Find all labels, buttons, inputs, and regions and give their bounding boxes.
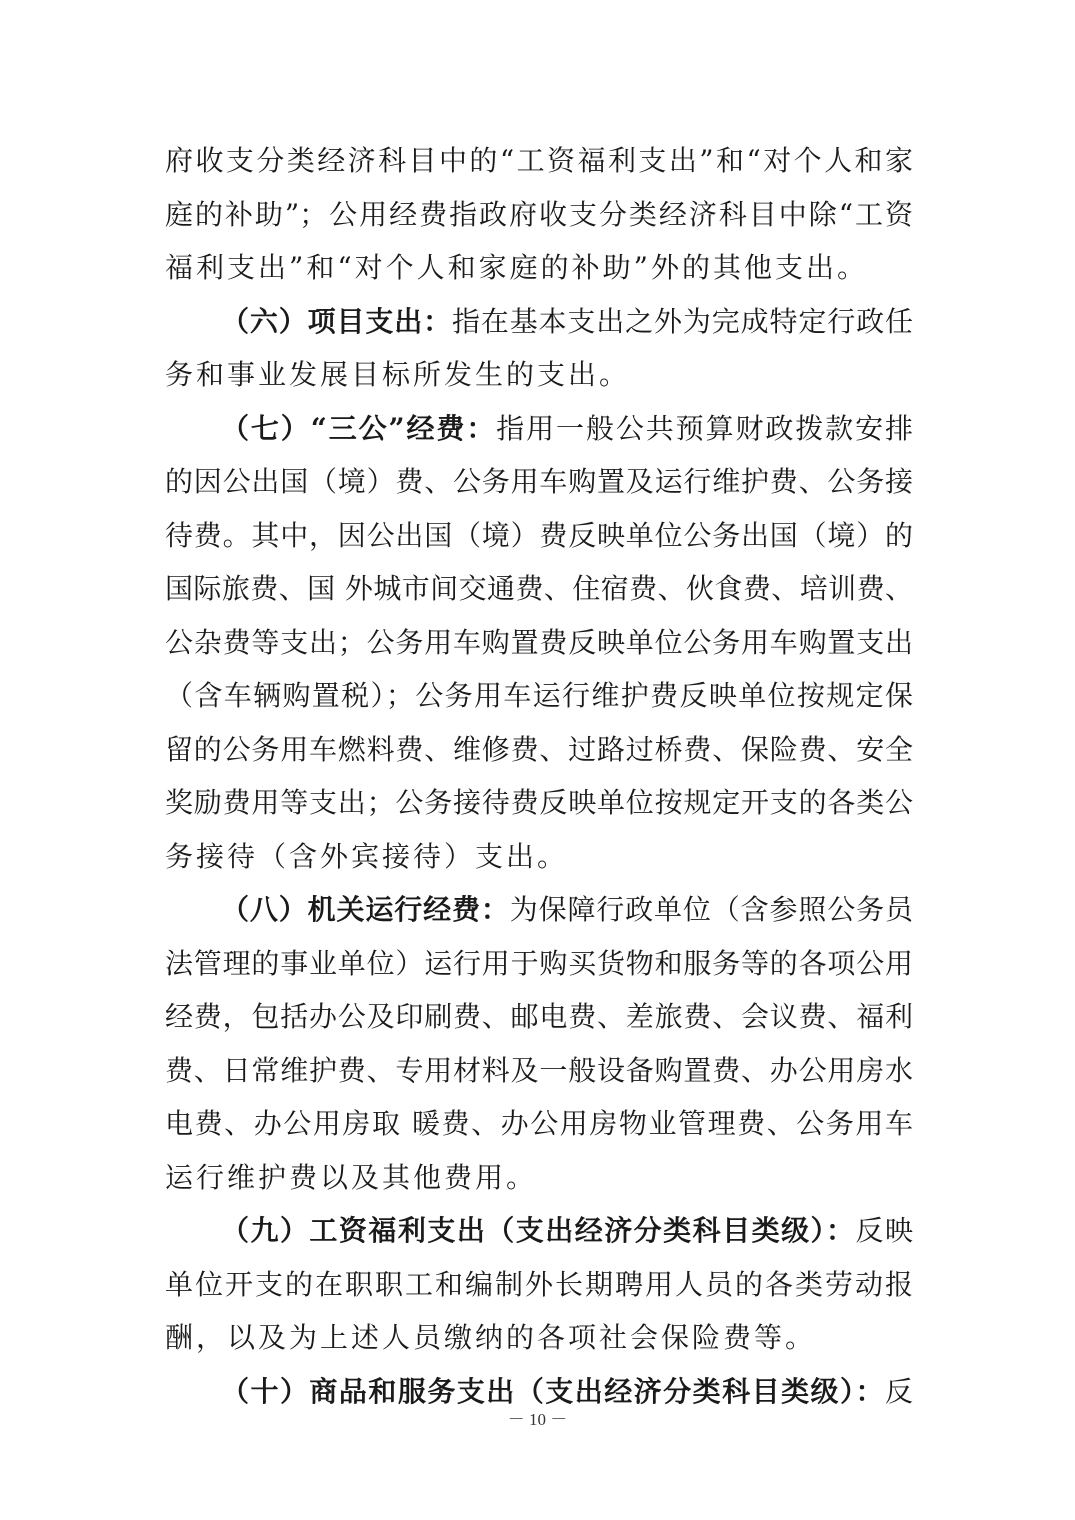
line-text: 留的公务用车燃料费、维修费、过路过桥费、保险费、安全 [165,732,913,766]
text-line [165,669,913,723]
section-heading-line [165,1204,913,1258]
text-line [165,455,913,509]
line-text: 待费。其中，因公出国（境）费反映单位公务出国（境）的 [165,518,913,552]
text-line [165,1097,913,1151]
text-line [165,830,913,884]
text-line [165,1258,913,1312]
line-text: 国际旅费、国 外城市间交通费、住宿费、伙食费、培训费、 [165,572,913,605]
text-line [165,990,913,1044]
line-text: 务接待（含外宾接待）支出。 [165,839,569,873]
text-line [165,937,913,991]
text-line [165,348,913,402]
line-text: 反 [884,1374,913,1408]
line-text: 公杂费等支出；公务用车购置费反映单位公务用车购置支出 [165,625,913,659]
line-text: 的因公出国（境）费、公务用车购置及运行维护费、公务接 [165,465,913,498]
line-text: 电费、办公用房取 暖费、办公用房物业管理费、公务用车 [165,1107,913,1140]
section-heading: （十）商品和服务支出（支出经济分类科目类级）： [221,1374,885,1408]
line-text: 指在基本支出之外为完成特定行政任 [451,304,913,338]
text-line [165,562,913,616]
line-text: 运行维护费以及其他费用。 [165,1160,538,1194]
text-line [165,723,913,777]
document-body [165,134,913,1418]
line-text: 费、日常维护费、专用材料及一般设备购置费、办公用房水 [165,1053,913,1087]
line-text: 奖励费用等支出；公务接待费反映单位按规定开支的各类公 [165,786,913,819]
line-text: 福利支出”和“对个人和家庭的补助”外的其他支出。 [165,251,868,284]
text-line [165,776,913,830]
line-text: 为保障行政单位（含参照公务员 [509,893,914,926]
text-line [165,616,913,670]
section-heading: （七）“三公”经费： [221,411,497,445]
section-heading-line [165,883,913,937]
text-line [165,1151,913,1205]
line-text: 庭的补助”；公用经费指政府收支分类经济科目中除“工资 [165,197,913,231]
line-text: （含车辆购置税）；公务用车运行维护费反映单位按规定保 [165,679,913,712]
section-heading: （九）工资福利支出（支出经济分类科目类级）： [221,1214,856,1247]
text-line [165,1044,913,1098]
text-line [165,241,913,295]
line-text: 法管理的事业单位）运行用于购买货物和服务等的各项公用 [165,946,913,980]
text-line [165,188,913,242]
section-heading-line [165,295,913,349]
line-text: 府收支分类经济科目中的“工资福利支出”和“对个人和家 [165,144,913,177]
text-line [165,1311,913,1365]
line-text: 指用一般公共预算财政拨款安排 [496,411,913,445]
line-text: 经费，包括办公及印刷费、邮电费、差旅费、会议费、福利 [165,1000,913,1033]
text-line [165,134,913,188]
line-text: 务和事业发展目标所发生的支出。 [165,358,631,391]
line-text: 反映 [855,1214,913,1247]
line-text: 酬，以及为上述人员缴纳的各项社会保险费等。 [165,1321,817,1354]
section-heading-line [165,402,913,456]
page-number: － 10 － [507,1410,568,1429]
line-text: 单位开支的在职职工和编制外长期聘用人员的各类劳动报 [165,1267,913,1301]
section-heading: （八）机关运行经费： [221,893,510,926]
text-line [165,509,913,563]
section-heading: （六）项目支出： [221,304,452,338]
